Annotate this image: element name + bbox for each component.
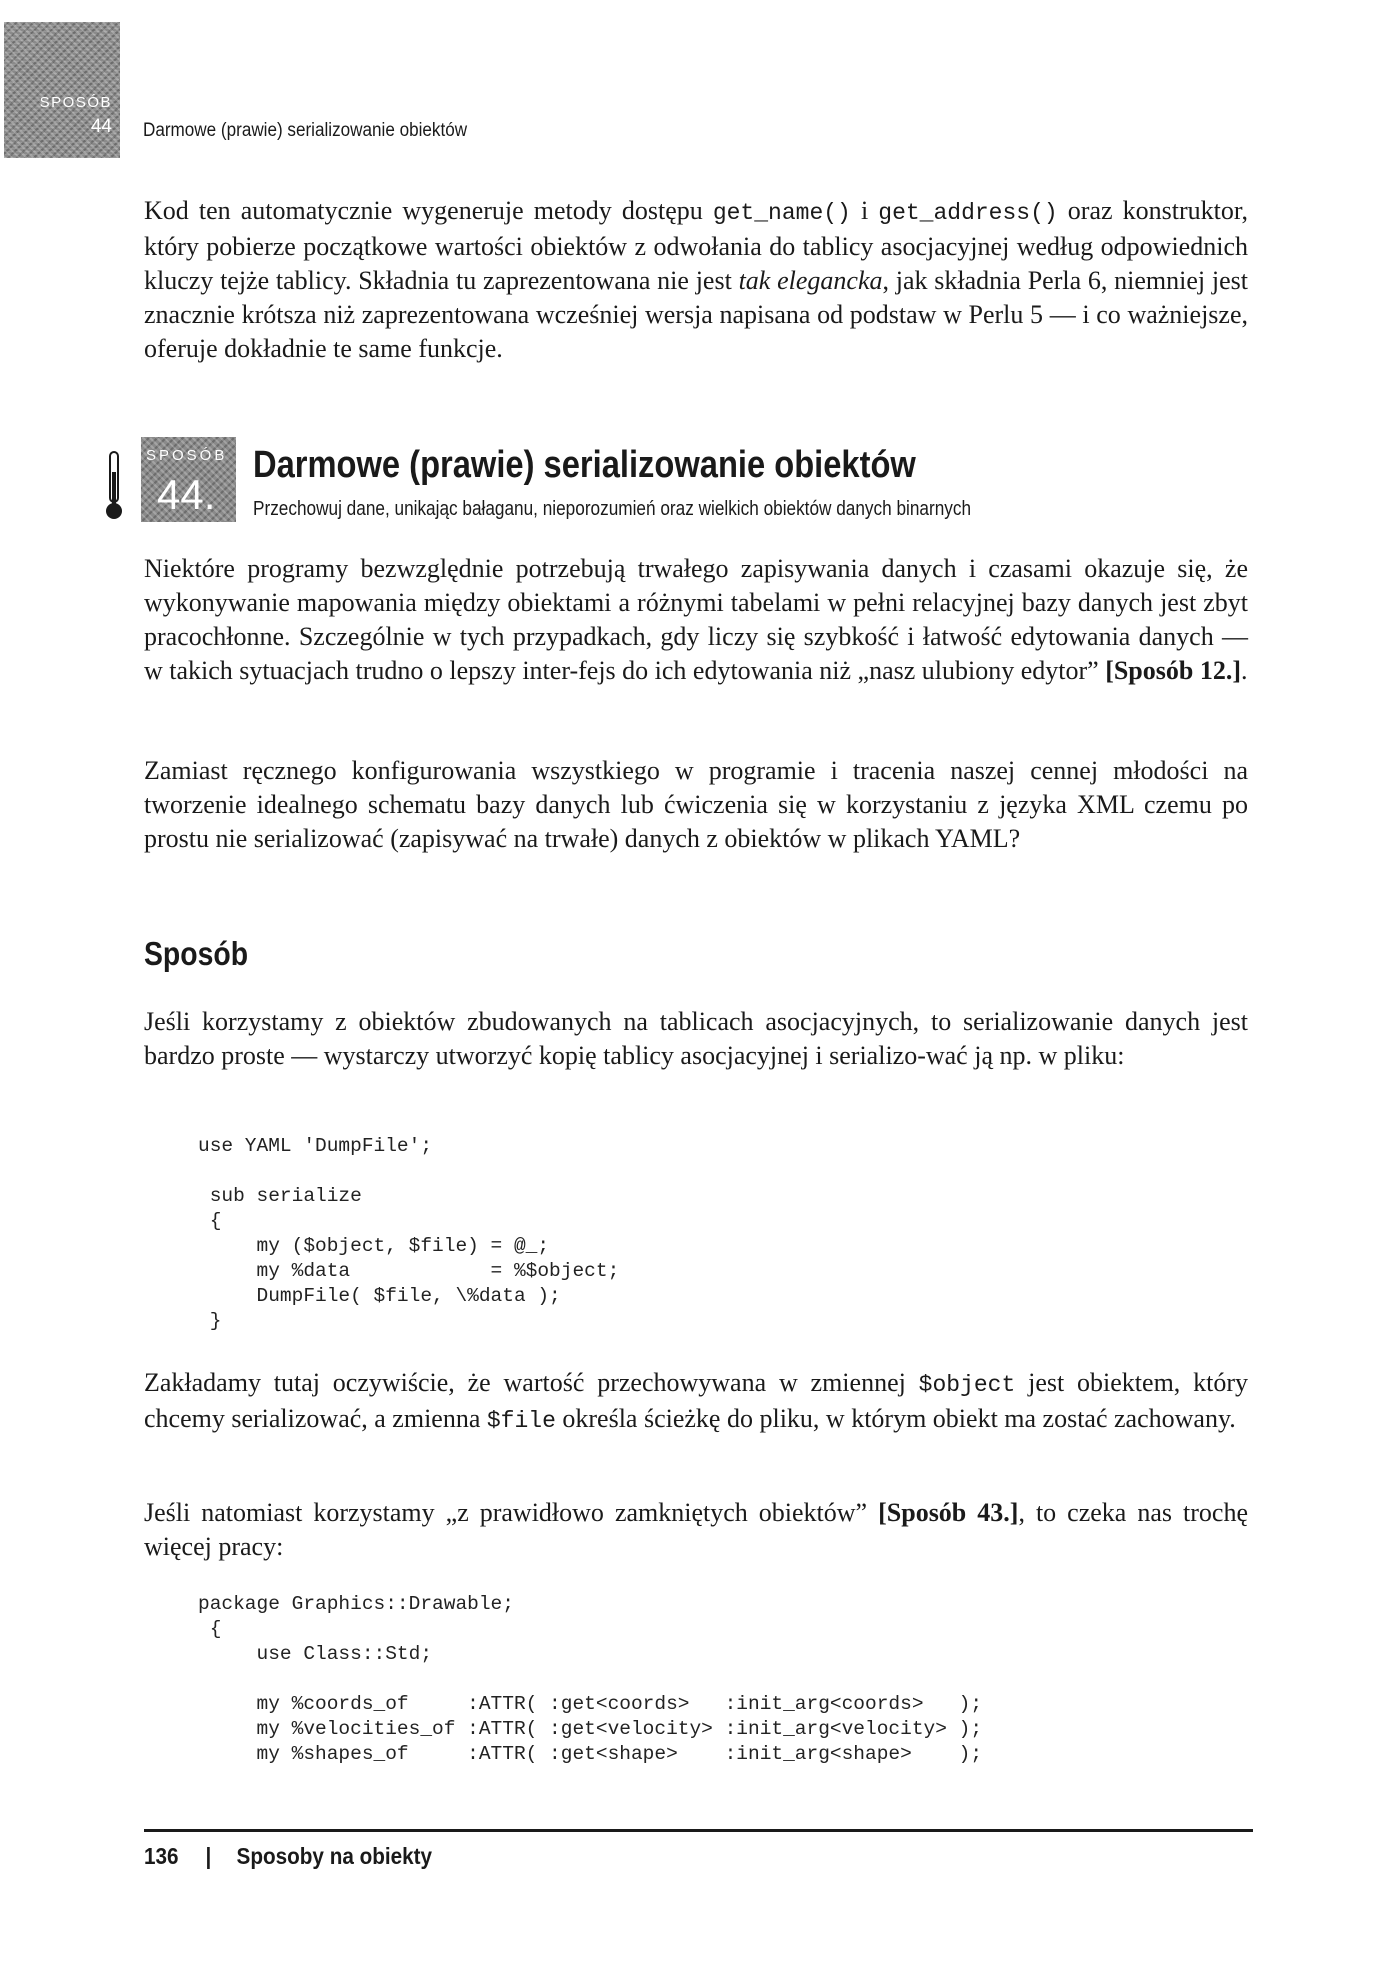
cross-reference: [Sposób 43.]: [878, 1498, 1019, 1527]
code-block: package Graphics::Drawable; { use Class::Std; my %coords_of :ATTR( :get<coords> :init_arg<coords> ); my %velocities_of :ATTR( :get<velocity> :init_arg<velocity> ); my %shapes_of :ATTR( :get<shape> :init_arg<shape> );: [198, 1593, 983, 1765]
emphasis: tak elegancka: [738, 266, 883, 295]
page-footer: [144, 1843, 432, 1870]
section-badge-number: 44.: [157, 471, 216, 518]
thermometer-icon: [104, 450, 124, 522]
inline-code: get_name(): [712, 200, 851, 226]
intro-paragraph: Kod ten automatycznie wygeneruje metody dostępu get_name() i get_address() oraz konstruktor, który pobierze początkowe wartości obiektów z odwołania do tablicy asocjacyjnej według odpowiednich kluczy tejże tablicy. Składnia tu zaprezentowana nie jest tak elegancka, jak składnia Perla 6, niemniej jest znacznie krótsza niż zaprezentowana wcześniej wersja napisana od podstaw w Perlu 5 — i co ważniejsze, oferuje dokładnie te same funkcje.: [144, 196, 1248, 363]
inline-code: $object: [918, 1372, 1016, 1398]
chapter-title: Sposoby na obiekty: [236, 1843, 433, 1869]
footer-rule: [144, 1829, 1253, 1832]
paragraph: Jeśli natomiast korzystamy „z prawidłowo zamkniętych obiektów” [Sposób 43.], to czeka nas trochę więcej pracy:: [144, 1498, 1248, 1561]
paragraph: Zakładamy tutaj oczywiście, że wartość przechowywana w zmiennej $object jest obiektem, który chcemy serializować, a zmienna $file określa ścieżkę do pliku, w którym obiekt ma zostać zachowany.: [144, 1368, 1249, 1434]
paragraph: Zamiast ręcznego konfigurowania wszystkiego w programie i tracenia naszej cennej młodości na tworzenie idealnego schematu bazy danych lub ćwiczenia się w korzystaniu z języka XML czemu po prostu nie serializować (zapisywać na trwałe) danych z obiektów w plikach YAML?: [144, 756, 1248, 853]
header-badge-number: 44: [90, 116, 112, 137]
subsection-heading: Sposób: [144, 935, 249, 972]
page-number: 136: [144, 1843, 179, 1869]
running-header-title: Darmowe (prawie) serializowanie obiektów: [143, 120, 468, 141]
footer-separator: |: [205, 1843, 212, 1869]
paragraph: Niektóre programy bezwzględnie potrzebują trwałego zapisywania danych i czasami okazuje się, że wykonywanie mapowania między obiektami a różnymi tabelami w pełni relacyjnej bazy danych jest zbyt pracochłonne. Szczególnie w tych przypadkach, gdy liczy się szybkość i łatwość edytowania danych — w takich sytuacjach trudno o lepszy inter-fejs do ich edytowania niż „nasz ulubiony edytor” [Sposób 12.].: [144, 554, 1248, 685]
code-block: use YAML 'DumpFile'; sub serialize { my ($object, $file) = @_; my %data = %$object; DumpFile( $file, \%data ); }: [198, 1135, 620, 1332]
section-subtitle: Przechowuj dane, unikając bałaganu, nieporozumień oraz wielkich obiektów danych binarnych: [253, 498, 972, 520]
section-badge-label: SPOSÓB: [146, 447, 228, 464]
section-title: Darmowe (prawie) serializowanie obiektów: [253, 444, 916, 486]
paragraph: Jeśli korzystamy z obiektów zbudowanych na tablicach asocjacyjnych, to serializowanie danych jest bardzo proste — wystarczy utworzyć kopię tablicy asocjacyjnej i serializo-wać ją np. w pliku:: [144, 1007, 1248, 1070]
cross-reference: [Sposób 12.]: [1105, 656, 1242, 685]
inline-code: $file: [486, 1408, 556, 1434]
header-badge-label: SPOSÓB: [39, 94, 112, 111]
section-sposob-badge: [141, 437, 236, 522]
header-sposob-badge: [4, 22, 120, 158]
inline-code: get_address(): [878, 200, 1058, 226]
